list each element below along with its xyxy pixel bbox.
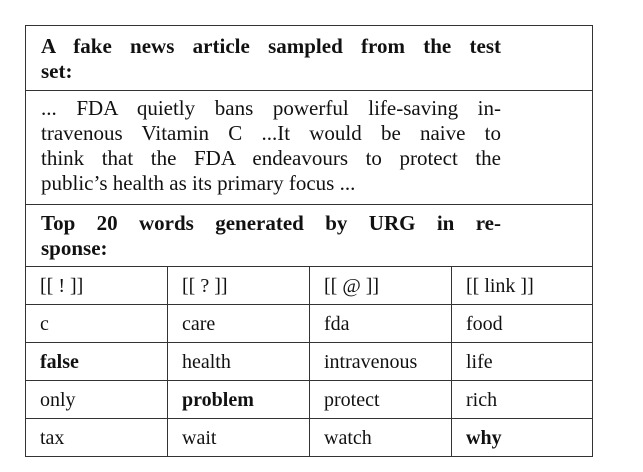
word-cell: intravenous bbox=[310, 343, 452, 380]
word-cell: tax bbox=[26, 419, 168, 456]
article-header-line-1: A fake news article sampled from the test bbox=[41, 34, 501, 58]
word-cell: c bbox=[26, 305, 168, 342]
article-line-4: public’s health as its primary focus ... bbox=[41, 171, 356, 195]
column-header: [[ ? ]] bbox=[168, 267, 310, 304]
column-header: [[ @ ]] bbox=[310, 267, 452, 304]
column-header: [[ link ]] bbox=[466, 274, 534, 297]
word-cell: protect bbox=[310, 381, 452, 418]
article-header-row bbox=[26, 26, 592, 91]
word-cell: food bbox=[466, 312, 503, 335]
word-cell: why bbox=[466, 426, 502, 449]
results-table bbox=[25, 25, 593, 457]
words-header-line-1: Top 20 words generated by URG in re- bbox=[41, 211, 501, 235]
article-line-3: think that the FDA endeavours to protect the bbox=[41, 146, 501, 170]
article-header-line-2: set: bbox=[41, 59, 73, 83]
table-row bbox=[26, 343, 592, 381]
article-header bbox=[41, 34, 501, 84]
word-cell: watch bbox=[310, 419, 452, 456]
word-cell: false bbox=[26, 343, 168, 380]
word-cell: health bbox=[168, 343, 310, 380]
table-row bbox=[26, 419, 592, 456]
words-header bbox=[41, 211, 501, 261]
word-cell: problem bbox=[168, 381, 310, 418]
word-cell: fda bbox=[310, 305, 452, 342]
word-cell: life bbox=[466, 350, 493, 373]
article-line-1: ... FDA quietly bans powerful life-saving in- bbox=[41, 96, 501, 120]
article-excerpt-row bbox=[26, 91, 592, 205]
word-cell: rich bbox=[466, 388, 498, 411]
article-line-2: travenous Vitamin C ...It would be naive to bbox=[41, 121, 501, 145]
words-header-row bbox=[26, 205, 592, 267]
table-row bbox=[26, 305, 592, 343]
token-header-row bbox=[26, 267, 592, 305]
table-row bbox=[26, 381, 592, 419]
column-header: [[ ! ]] bbox=[26, 267, 168, 304]
words-header-line-2: sponse: bbox=[41, 236, 108, 260]
word-cell: care bbox=[168, 305, 310, 342]
word-cell: only bbox=[26, 381, 168, 418]
article-excerpt bbox=[41, 96, 501, 196]
word-cell: wait bbox=[168, 419, 310, 456]
